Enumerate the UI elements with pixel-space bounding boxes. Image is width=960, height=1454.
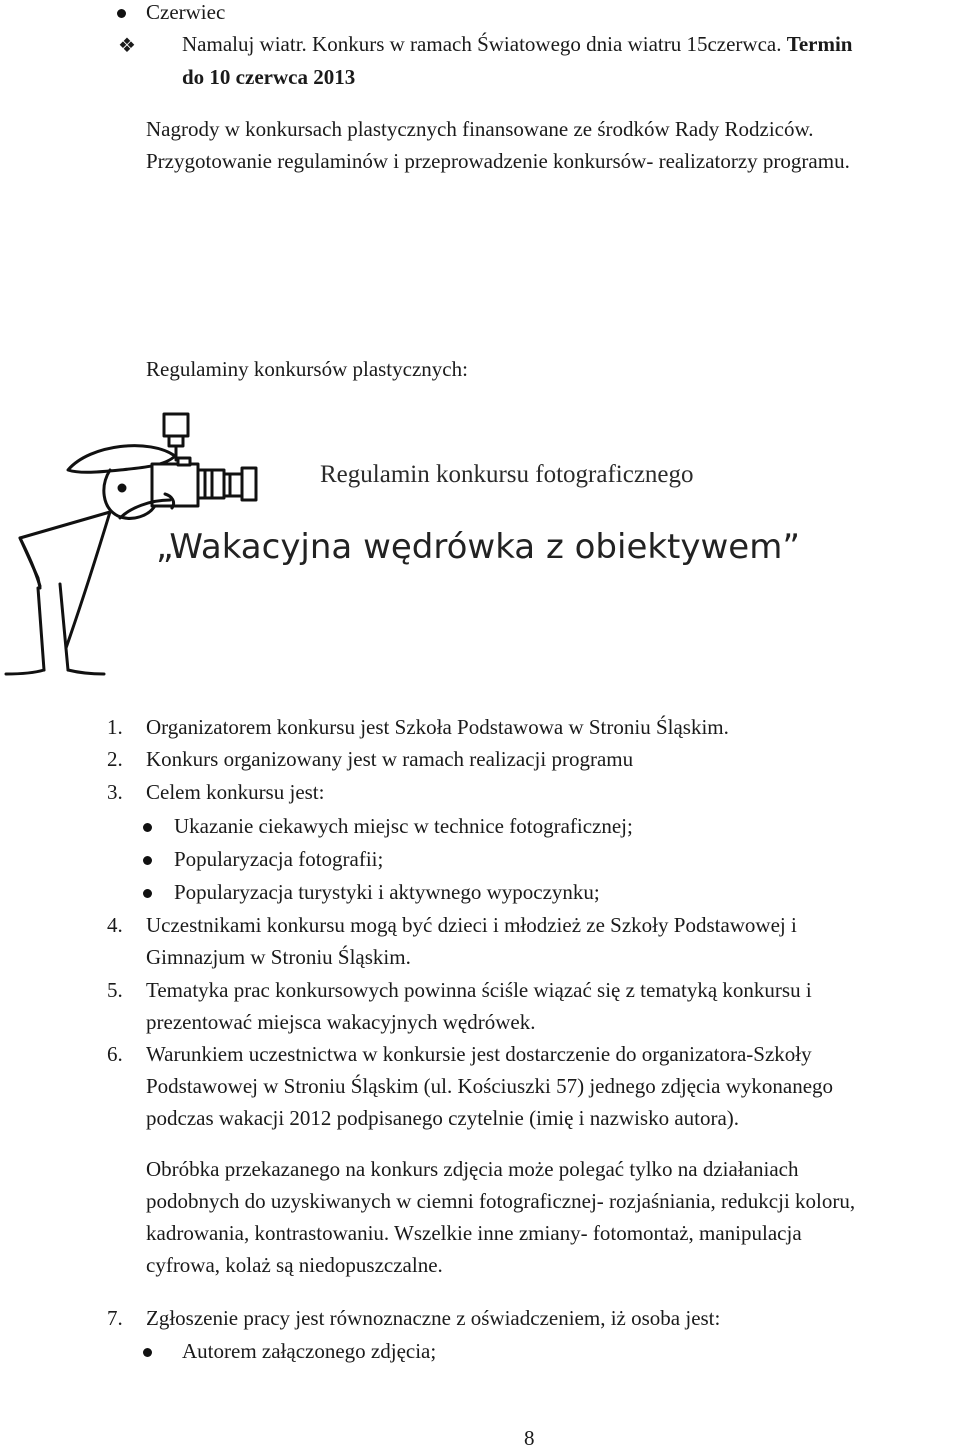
contest-deadline-label: Termin (786, 32, 853, 56)
prizes-line: Nagrody w konkursach plastycznych finansowane ze środków Rady Rodziców. (146, 117, 814, 141)
rule-text: prezentować miejsca wakacyjnych wędrówek. (146, 1010, 536, 1034)
rule-number: 1. (107, 715, 123, 739)
list-bullet (143, 889, 152, 898)
rule-number: 5. (107, 978, 123, 1002)
contest-name: „Wakacyjna wędrówka z obiektywem” (156, 527, 800, 567)
month-heading: Czerwiec (146, 0, 226, 24)
rule-text: Tematyka prac konkursowych powinna ściśle wiązać się z tematyką konkursu i (146, 978, 812, 1002)
processing-paragraph-line: Obróbka przekazanego na konkurs zdjęcia może polegać tylko na działaniach (146, 1157, 799, 1181)
processing-paragraph-line: podobnych do uzyskiwanych w ciemni fotograficznej- rozjaśniania, redukcji koloru, (146, 1189, 856, 1213)
rule-text: Warunkiem uczestnictwa w konkursie jest dostarczenie do organizatora-Szkoły (146, 1042, 812, 1066)
rule-text: Uczestnikami konkursu mogą być dzieci i młodzież ze Szkoły Podstawowej i (146, 913, 797, 937)
list-bullet (143, 1348, 152, 1357)
rule-number: 3. (107, 780, 123, 804)
goal-item: Ukazanie ciekawych miejsc w technice fotograficznej; (174, 814, 633, 838)
prizes-line-2: Przygotowanie regulaminów i przeprowadzenie konkursów- realizatorzy programu. (146, 149, 850, 173)
goal-item: Popularyzacja turystyki i aktywnego wypoczynku; (174, 880, 600, 904)
rule-text: Gimnazjum w Stroniu Śląskim. (146, 945, 411, 969)
processing-paragraph-line: kadrowania, kontrastowaniu. Wszelkie inne zmiany- fotomontaż, manipulacja (146, 1221, 802, 1245)
rule-text: Podstawowej w Stroniu Śląskim (ul. Kościuszki 57) jednego zdjęcia wykonanego (146, 1074, 834, 1098)
goal-item: Popularyzacja fotografii; (174, 847, 384, 871)
rule-text: Konkurs organizowany jest w ramach realizacji programu (146, 747, 634, 771)
rule-number: 4. (107, 913, 123, 937)
contest-title: Regulamin konkursu fotograficznego (320, 461, 694, 488)
list-bullet (117, 9, 126, 18)
page-number: 8 (524, 1426, 535, 1450)
rule-number: 6. (107, 1042, 123, 1066)
rule7-item: Autorem załączonego zdjęcia; (182, 1339, 437, 1363)
rule-text: podczas wakacji 2012 podpisanego czytelnie (imię i nazwisko autora). (146, 1106, 740, 1130)
rule-number: 2. (107, 747, 123, 771)
list-bullet (143, 856, 152, 865)
rule-text: Celem konkursu jest: (146, 780, 325, 804)
rule-number: 7. (107, 1306, 123, 1330)
contest-item-description: Namaluj wiatr. Konkurs w ramach Światowego dnia wiatru 15czerwca. (182, 32, 782, 56)
rule-text: Organizatorem konkursu jest Szkoła Podstawowa w Stroniu Śląskim. (146, 715, 729, 739)
contest-item-text (182, 28, 852, 60)
list-bullet (143, 823, 152, 832)
processing-paragraph-line: cyfrowa, kolaż są niedopuszczalne. (146, 1253, 443, 1277)
regulations-heading: Regulaminy konkursów plastycznych: (146, 357, 468, 381)
diamond-bullet-icon: ❖ (118, 35, 136, 57)
contest-deadline-date: do 10 czerwca 2013 (182, 65, 356, 89)
rule-text: Zgłoszenie pracy jest równoznaczne z oświadczeniem, iż osoba jest: (146, 1306, 721, 1330)
